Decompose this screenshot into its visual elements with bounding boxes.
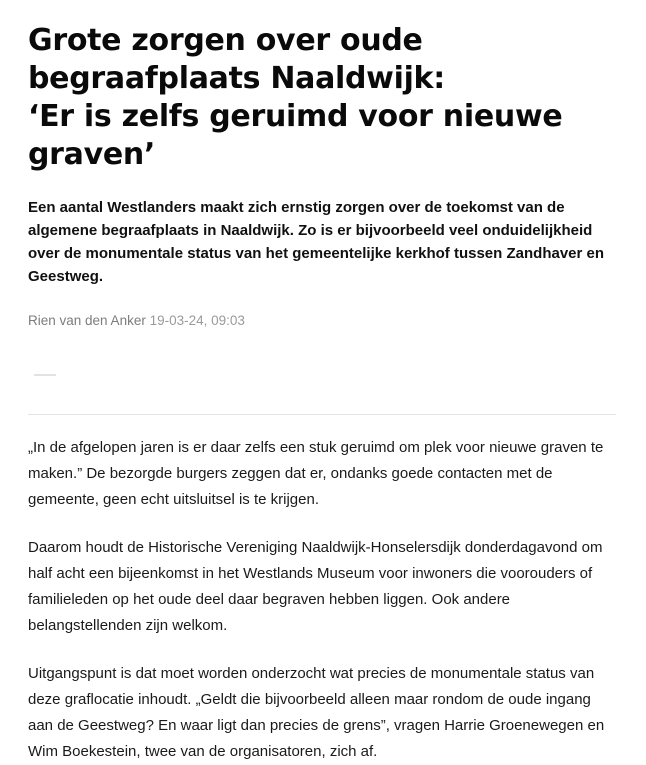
article-media-placeholder <box>28 374 616 408</box>
page-title <box>28 22 588 174</box>
headline-line-1: Grote zorgen over oude <box>28 23 423 58</box>
headline-line-3: ‘Er is zelfs geruimd voor nieuwe <box>28 99 563 134</box>
media-placeholder-bar <box>34 374 56 376</box>
article-paragraph: „In de afgelopen jaren is er daar zelfs een stuk geruimd om plek voor nieuwe graven te maken.” De bezorgde burgers zeggen dat er, ondanks goede contacten met de gemeente, geen echt uitsluitsel is te krijgen. <box>28 439 604 508</box>
byline-author[interactable]: Rien van den Anker <box>28 313 146 328</box>
headline-line-4: graven’ <box>28 137 156 172</box>
byline-date: 19-03-24, 09:03 <box>149 313 245 328</box>
headline-line-2: begraafplaats Naaldwijk: <box>28 61 445 96</box>
article-body <box>28 435 616 765</box>
byline <box>28 312 616 330</box>
content-divider <box>28 414 616 415</box>
article-standfirst: Een aantal Westlanders maakt zich ernstig zorgen over de toekomst van de algemene begraafplaats in Naaldwijk. Zo is er bijvoorbeeld veel onduidelijkheid over de monumentale status van het gemeentelijke kerkhof tussen Zandhaver en Geestweg. <box>28 199 605 285</box>
article-paragraph: Uitgangspunt is dat moet worden onderzocht wat precies de monumentale status van deze graflocatie inhoudt. „Geldt die bijvoorbeeld alleen maar rondom de oude ingang aan de Geestweg? En waar ligt dan precies de grens”, vragen Harrie Groenewegen en Wim Boekestein, twee van de organisatoren, zich af. <box>28 665 605 760</box>
article-paragraph: Daarom houdt de Historische Vereniging Naaldwijk-Honselersdijk donderdagavond om half acht een bijeenkomst in het Westlands Museum voor inwoners die voorouders of familieleden op het oude deel daar begraven hebben liggen. Ook andere belangstellenden zijn welkom. <box>28 539 603 634</box>
